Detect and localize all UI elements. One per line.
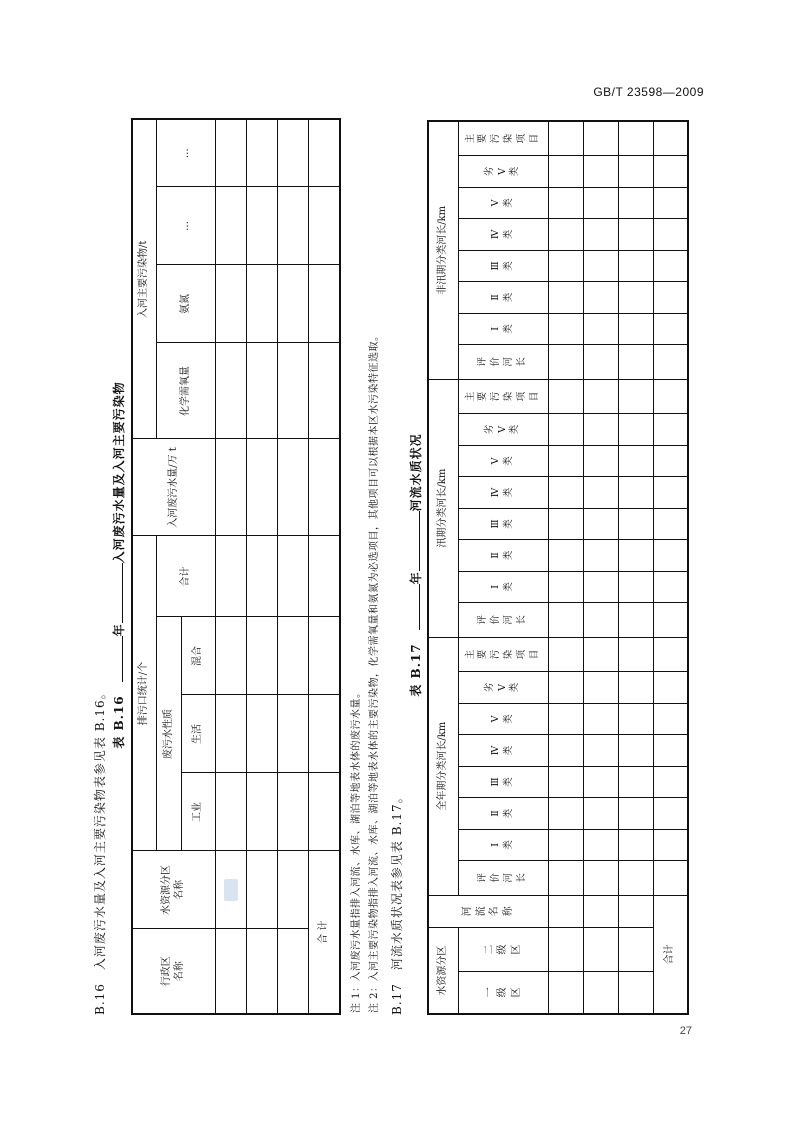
- table-cell: [653, 156, 688, 187]
- table-cell: [583, 672, 618, 703]
- table-cell: [583, 414, 618, 445]
- th-cod: 化学需氧量: [157, 343, 215, 439]
- th-domestic: 生活: [182, 695, 215, 773]
- th-sub-p1-c7: 主要污染项目: [458, 379, 548, 414]
- table-cell: [583, 379, 618, 414]
- table-cell: [653, 603, 688, 638]
- th-sub-p0-c4: Ⅳ类: [458, 735, 548, 766]
- table-cell: [618, 735, 653, 766]
- th-sub-p2-c3: Ⅲ类: [458, 250, 548, 281]
- sum-label: 合计: [653, 895, 688, 1014]
- table-cell: [653, 703, 688, 734]
- table-cell: [618, 477, 653, 508]
- th-sub-p2-c5: Ⅴ类: [458, 187, 548, 218]
- section-b16-label: B.16: [93, 983, 107, 1015]
- table-cell: [653, 861, 688, 896]
- th-period-flood: 汛期分类河长/km: [428, 379, 458, 637]
- table-cell: [618, 250, 653, 281]
- table-cell: [653, 345, 688, 380]
- table-cell: [618, 861, 653, 896]
- table-cell: [548, 703, 583, 734]
- page-number: 27: [679, 1025, 692, 1037]
- table-cell: [618, 508, 653, 539]
- table-b16-caption-title: 入河废污水量及入河主要污染物: [112, 381, 126, 564]
- th-sub-p0-c3: Ⅲ类: [458, 766, 548, 797]
- table-cell: [548, 414, 583, 445]
- table-cell: [548, 766, 583, 797]
- th-admin-name: 行政区名称: [132, 929, 215, 1014]
- table-cell: [618, 672, 653, 703]
- th-level2-zone: 二级区: [458, 928, 548, 972]
- table-cell: [618, 571, 653, 602]
- table-cell: [618, 313, 653, 344]
- table-row: [246, 119, 277, 1014]
- table-cell: [653, 508, 688, 539]
- table-row: [278, 119, 309, 1014]
- table-cell: [548, 637, 583, 672]
- table-cell: [548, 345, 583, 380]
- table-cell: [583, 637, 618, 672]
- table-cell: [618, 829, 653, 860]
- note-2: 注 2：入河主要污染物指排入河流、水库、湖泊等地表水体的主要污染物，化学需氧量和氨氮为必选项目，其他项目可以根据本区水污染特征选取。: [369, 330, 380, 1013]
- table-cell: [583, 798, 618, 829]
- table-cell: [653, 313, 688, 344]
- table-b17-caption-year: 年: [409, 571, 423, 585]
- sum-label: 合 计: [309, 851, 340, 1014]
- table-b16-caption-year: 年: [112, 623, 126, 637]
- table-cell: [618, 282, 653, 313]
- table-cell: [583, 156, 618, 187]
- table-cell: [653, 477, 688, 508]
- table-cell: [653, 637, 688, 672]
- table-cell: [653, 829, 688, 860]
- table-cell: [618, 121, 653, 156]
- table-cell: [583, 508, 618, 539]
- th-sub-p1-c0: 评价河长: [458, 603, 548, 638]
- th-period-annual: 全年期分类河长/km: [428, 637, 458, 895]
- table-cell: [583, 735, 618, 766]
- th-sub-p2-c2: Ⅱ类: [458, 282, 548, 313]
- th-river-name: 河流名称: [428, 895, 548, 928]
- table-cell: [548, 219, 583, 250]
- table-cell: [653, 735, 688, 766]
- th-outlet-count: 排污口统计/个: [132, 536, 157, 851]
- table-cell: [653, 250, 688, 281]
- table-cell: [548, 379, 583, 414]
- th-wastewater-volume: 入河废污水量/万 t: [132, 439, 215, 536]
- th-sub-p1-c5: Ⅴ类: [458, 445, 548, 476]
- th-sub-p0-c7: 主要污染项目: [458, 637, 548, 672]
- table-cell: [548, 798, 583, 829]
- table-cell: [583, 703, 618, 734]
- table-cell: [618, 156, 653, 187]
- th-ammonia-nitrogen: 氨氮: [157, 265, 215, 343]
- section-b17-text: 河流水质状况表参见表 B.17。: [390, 790, 404, 971]
- th-sub-p0-c6: 劣Ⅴ类: [458, 672, 548, 703]
- table-cell: [653, 414, 688, 445]
- note-1: 注 1：入河废污水量指排入河流、水库、湖泊等地表水体的废污水量。: [351, 687, 362, 1013]
- table-cell: [548, 829, 583, 860]
- table-cell: [583, 187, 618, 218]
- th-sub-p1-c6: 劣Ⅴ类: [458, 414, 548, 445]
- table-cell: [618, 445, 653, 476]
- table-b17: [427, 120, 689, 1015]
- table-cell: [653, 571, 688, 602]
- th-sub-p2-c0: 评价河长: [458, 345, 548, 380]
- table-cell: [618, 219, 653, 250]
- th-sub-p0-c1: Ⅰ类: [458, 829, 548, 860]
- table-cell: [583, 477, 618, 508]
- table-cell: [618, 187, 653, 218]
- th-pollutants: 入河主要污染物/t: [132, 119, 157, 439]
- table-sum-row: [653, 121, 688, 1014]
- table-cell: [548, 313, 583, 344]
- table-cell: [618, 414, 653, 445]
- cell-logo: [215, 851, 246, 929]
- th-mixed: 混合: [182, 617, 215, 695]
- table-cell: [548, 603, 583, 638]
- table-cell: [618, 766, 653, 797]
- section-b17-label: B.17: [390, 983, 404, 1015]
- rotated-content: [85, 115, 705, 1015]
- table-b17-caption: [407, 115, 424, 1015]
- table-b17-caption-prefix: 表 B.17: [409, 643, 423, 697]
- table-cell: [618, 637, 653, 672]
- watermark-logo-icon: [224, 879, 238, 901]
- table-cell: [548, 571, 583, 602]
- th-sub-p0-c2: Ⅱ类: [458, 798, 548, 829]
- table-cell: [583, 282, 618, 313]
- table-cell: [548, 187, 583, 218]
- table-cell: [653, 282, 688, 313]
- th-sub-p0-c5: Ⅴ类: [458, 703, 548, 734]
- table-cell: [618, 603, 653, 638]
- table-cell: [583, 250, 618, 281]
- th-sub-p2-c4: Ⅳ类: [458, 219, 548, 250]
- table-row: [215, 119, 246, 1014]
- table-cell: [583, 121, 618, 156]
- table-cell: [653, 540, 688, 571]
- table-cell: [618, 379, 653, 414]
- table-cell: [548, 672, 583, 703]
- th-sub-p2-c6: 劣Ⅴ类: [458, 156, 548, 187]
- table-cell: [653, 766, 688, 797]
- table-cell: [653, 187, 688, 218]
- th-extra-2: …: [157, 119, 215, 187]
- th-sub-p1-c2: Ⅱ类: [458, 540, 548, 571]
- th-outlet-total: 合计: [157, 536, 215, 617]
- th-sub-p1-c3: Ⅲ类: [458, 508, 548, 539]
- table-cell: [583, 829, 618, 860]
- table-cell: [548, 477, 583, 508]
- th-sub-p2-c1: Ⅰ类: [458, 313, 548, 344]
- table-cell: [548, 250, 583, 281]
- th-sub-p1-c1: Ⅰ类: [458, 571, 548, 602]
- table-cell: [583, 603, 618, 638]
- table-cell: [653, 672, 688, 703]
- table-cell: [548, 735, 583, 766]
- table-row: [583, 121, 618, 1014]
- th-wr-zone: 水资源分区: [428, 928, 458, 1014]
- table-cell: [618, 703, 653, 734]
- table-cell: [618, 345, 653, 380]
- th-industry: 工业: [182, 773, 215, 851]
- table-cell: [653, 445, 688, 476]
- th-wr-zone-name: 水资源分区名称: [132, 851, 215, 929]
- table-cell: [618, 540, 653, 571]
- table-cell: [583, 345, 618, 380]
- table-cell: [548, 156, 583, 187]
- table-sum-row: [309, 119, 340, 1014]
- th-wastewater-nature: 废污水性质: [157, 617, 182, 851]
- th-sub-p0-c0: 评价河长: [458, 861, 548, 896]
- table-cell: [583, 766, 618, 797]
- table-row: [618, 121, 653, 1014]
- standard-number: GB/T 23598—2009: [593, 85, 704, 99]
- section-b16: [91, 686, 108, 1015]
- section-b16-text: 入河废污水量及入河主要污染物表参见表 B.16。: [93, 686, 107, 971]
- table-cell: [548, 540, 583, 571]
- table-b16-caption-prefix: 表 B.16: [112, 695, 126, 749]
- table-cell: [583, 445, 618, 476]
- table-cell: [583, 861, 618, 896]
- table-cell: [653, 219, 688, 250]
- table-cell: [548, 508, 583, 539]
- table-cell: [583, 540, 618, 571]
- table-row: [548, 121, 583, 1014]
- th-level1-zone: 一级区: [458, 971, 548, 1014]
- table-cell: [548, 861, 583, 896]
- table-b17-caption-title: 河流水质状况: [409, 433, 423, 512]
- table-cell: [548, 282, 583, 313]
- table-cell: [653, 121, 688, 156]
- table-cell: [653, 798, 688, 829]
- table-cell: [548, 121, 583, 156]
- table-cell: [653, 379, 688, 414]
- table-cell: [583, 219, 618, 250]
- table-cell: [618, 798, 653, 829]
- th-extra-1: …: [157, 187, 215, 265]
- table-cell: [583, 571, 618, 602]
- table-b16-caption: [110, 115, 127, 1015]
- table-cell: [583, 313, 618, 344]
- th-sub-p1-c4: Ⅳ类: [458, 477, 548, 508]
- th-sub-p2-c7: 主要污染项目: [458, 121, 548, 156]
- section-b17: [388, 790, 405, 1015]
- table-cell: [548, 445, 583, 476]
- th-period-nonflood: 非汛期分类河长/km: [428, 121, 458, 379]
- table-b16: [131, 118, 341, 1015]
